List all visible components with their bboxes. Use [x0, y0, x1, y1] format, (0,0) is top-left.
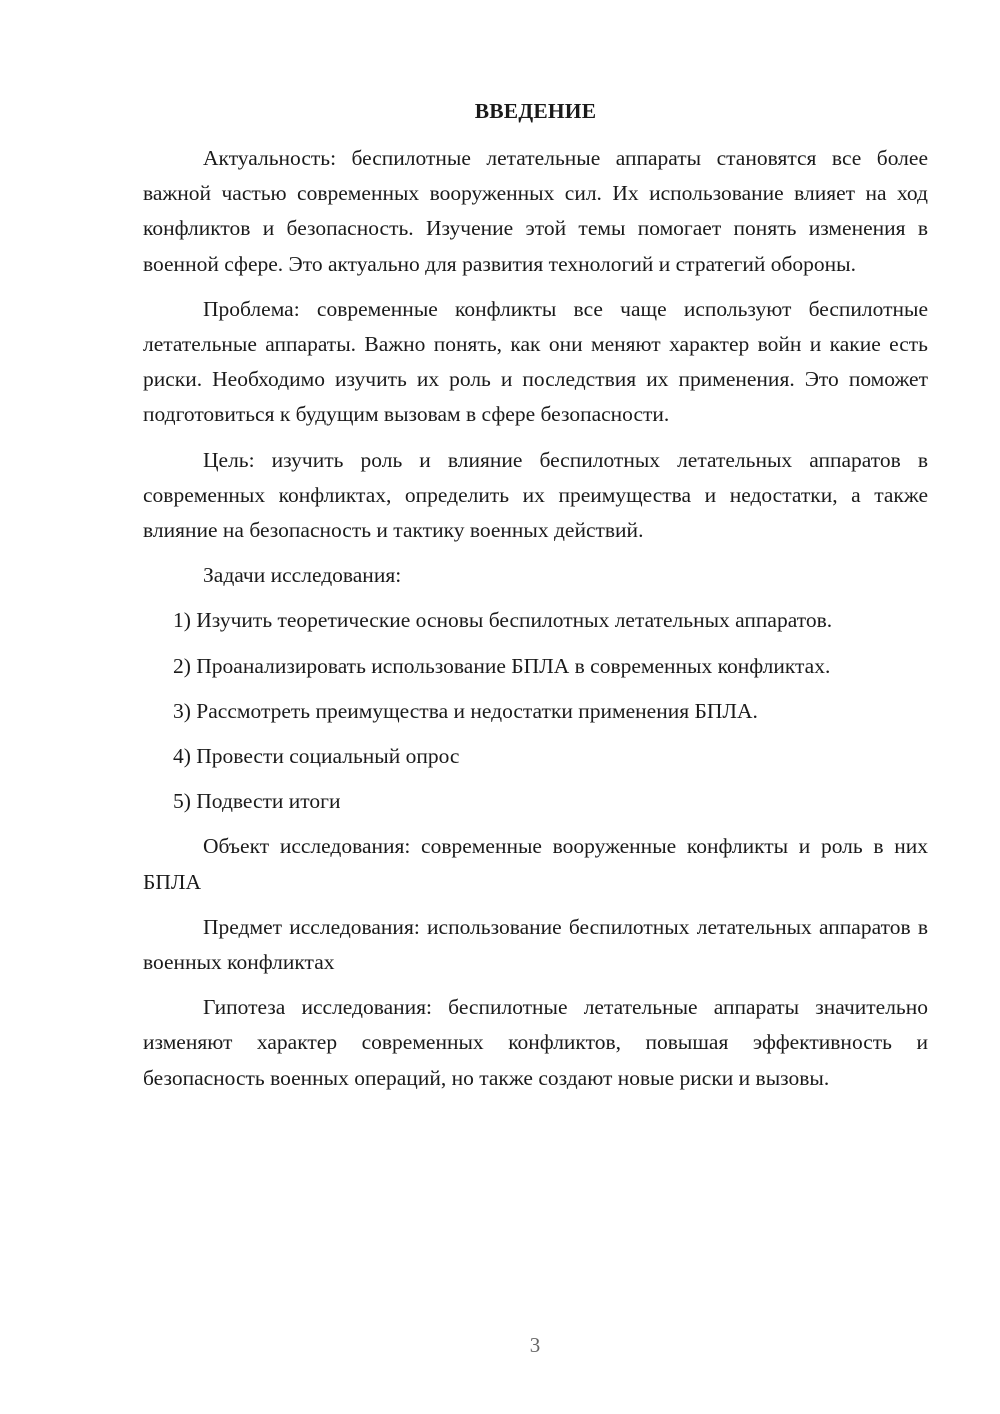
- task-item-2: 2) Проанализировать использование БПЛА в современных конфликтах.: [173, 653, 831, 678]
- document-page: [143, 94, 928, 1106]
- goal-paragraph: Цель: изучить роль и влияние беспилотных летательных аппаратов в современных конфликтах, определить их преимущества и недостатки, а также влияние на безопасность и тактику военных действий.: [143, 447, 928, 543]
- relevance-paragraph: Актуальность: беспилотные летательные аппараты становятся все более важной частью современных вооруженных сил. Их использование влияет на ход конфликтов и безопасность. Изучение этой темы помогает понять изменения в военной сфере. Это актуально для развития технологий и стратегий обороны.: [143, 146, 928, 276]
- object-paragraph: Объект исследования: современные вооруженные конфликты и роль в них БПЛА: [143, 834, 928, 894]
- task-item-1: 1) Изучить теоретические основы беспилотных летательных аппаратов.: [173, 608, 833, 633]
- subject-paragraph: Предмет исследования: использование беспилотных летательных аппаратов в военных конфликтах: [143, 914, 928, 975]
- task-item-3: 3) Рассмотреть преимущества и недостатки применения БПЛА.: [173, 698, 758, 723]
- hypothesis-paragraph: Гипотеза исследования: беспилотные летательные аппараты значительно изменяют характер современных конфликтов, повышая эффективность и безопасность военных операций, но также создают новые риски и вызовы.: [143, 995, 928, 1090]
- page-number: 3: [529, 1333, 541, 1357]
- problem-paragraph: Проблема: современные конфликты все чаще используют беспилотные летательные аппараты. Важно понять, как они меняют характер войн и какие есть риски. Необходимо изучить их роль и последствия их применения. Это поможет подготовиться к будущим вызовам в сфере безопасности.: [143, 296, 928, 427]
- task-item-4: 4) Провести социальный опрос: [173, 744, 460, 769]
- task-item-5: 5) Подвести итоги: [173, 789, 341, 814]
- section-title: ВВЕДЕНИЕ: [474, 99, 597, 123]
- tasks-heading: Задачи исследования:: [203, 563, 402, 588]
